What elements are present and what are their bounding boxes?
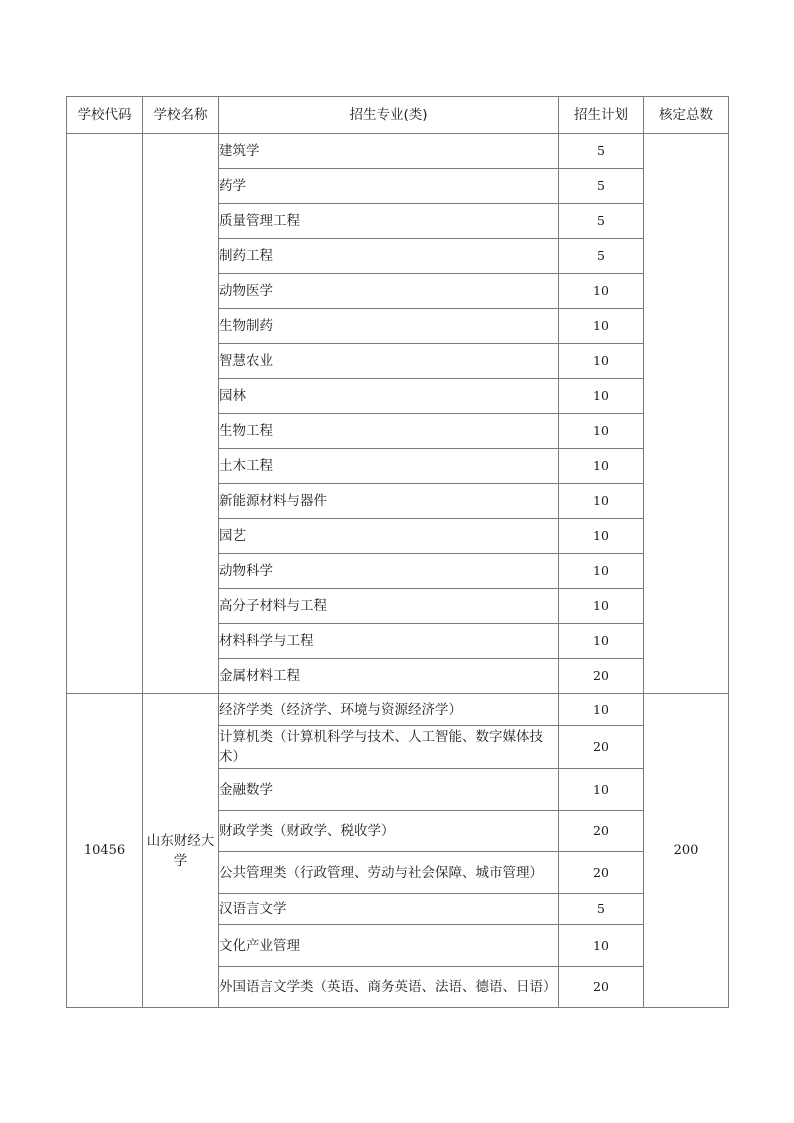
plan-cell: 10: [559, 769, 644, 811]
table-row: [67, 134, 729, 169]
major-cell: 园林: [219, 379, 559, 414]
school-name-cell: 山东财经大学: [143, 694, 219, 1008]
total-cell: 200: [644, 694, 729, 1008]
plan-cell: 5: [559, 239, 644, 274]
plan-cell: 10: [559, 379, 644, 414]
table-row: [67, 694, 729, 726]
major-cell: 金属材料工程: [219, 659, 559, 694]
major-cell: 动物科学: [219, 554, 559, 589]
major-cell: 经济学类（经济学、环境与资源经济学）: [219, 694, 559, 726]
plan-cell: 20: [559, 967, 644, 1008]
plan-cell: 10: [559, 624, 644, 659]
header-plan: 招生计划: [559, 97, 644, 134]
plan-cell: 5: [559, 894, 644, 925]
header-row: [67, 97, 729, 134]
header-major: 招生专业(类): [219, 97, 559, 134]
plan-cell: 10: [559, 274, 644, 309]
major-cell: 文化产业管理: [219, 925, 559, 967]
major-cell: 园艺: [219, 519, 559, 554]
plan-cell: 10: [559, 309, 644, 344]
plan-cell: 10: [559, 925, 644, 967]
major-cell: 新能源材料与器件: [219, 484, 559, 519]
major-cell: 计算机类（计算机科学与技术、人工智能、数字媒体技术）: [219, 726, 559, 769]
major-cell: 制药工程: [219, 239, 559, 274]
major-cell: 外国语言文学类（英语、商务英语、法语、德语、日语）: [219, 967, 559, 1008]
major-cell: 土木工程: [219, 449, 559, 484]
header-school-code: 学校代码: [67, 97, 143, 134]
major-cell: 汉语言文学: [219, 894, 559, 925]
school-code-cell: 10456: [67, 694, 143, 1008]
school-name-cell: [143, 134, 219, 694]
plan-cell: 5: [559, 134, 644, 169]
major-cell: 金融数学: [219, 769, 559, 811]
major-cell: 智慧农业: [219, 344, 559, 379]
major-cell: 质量管理工程: [219, 204, 559, 239]
plan-cell: 10: [559, 449, 644, 484]
school-code-cell: [67, 134, 143, 694]
plan-cell: 5: [559, 204, 644, 239]
plan-cell: 10: [559, 414, 644, 449]
plan-cell: 20: [559, 659, 644, 694]
major-cell: 动物医学: [219, 274, 559, 309]
plan-cell: 10: [559, 694, 644, 726]
enrollment-plan-table: [66, 96, 729, 1008]
major-cell: 生物工程: [219, 414, 559, 449]
major-cell: 生物制药: [219, 309, 559, 344]
major-cell: 财政学类（财政学、税收学）: [219, 811, 559, 852]
major-cell: 药学: [219, 169, 559, 204]
plan-cell: 10: [559, 484, 644, 519]
header-total: 核定总数: [644, 97, 729, 134]
plan-cell: 5: [559, 169, 644, 204]
header-school-name: 学校名称: [143, 97, 219, 134]
plan-cell: 10: [559, 519, 644, 554]
plan-cell: 10: [559, 554, 644, 589]
major-cell: 公共管理类（行政管理、劳动与社会保障、城市管理）: [219, 852, 559, 894]
plan-cell: 20: [559, 852, 644, 894]
major-cell: 高分子材料与工程: [219, 589, 559, 624]
major-cell: 建筑学: [219, 134, 559, 169]
plan-cell: 10: [559, 589, 644, 624]
plan-cell: 20: [559, 726, 644, 769]
plan-cell: 10: [559, 344, 644, 379]
total-cell: [644, 134, 729, 694]
major-cell: 材料科学与工程: [219, 624, 559, 659]
plan-cell: 20: [559, 811, 644, 852]
